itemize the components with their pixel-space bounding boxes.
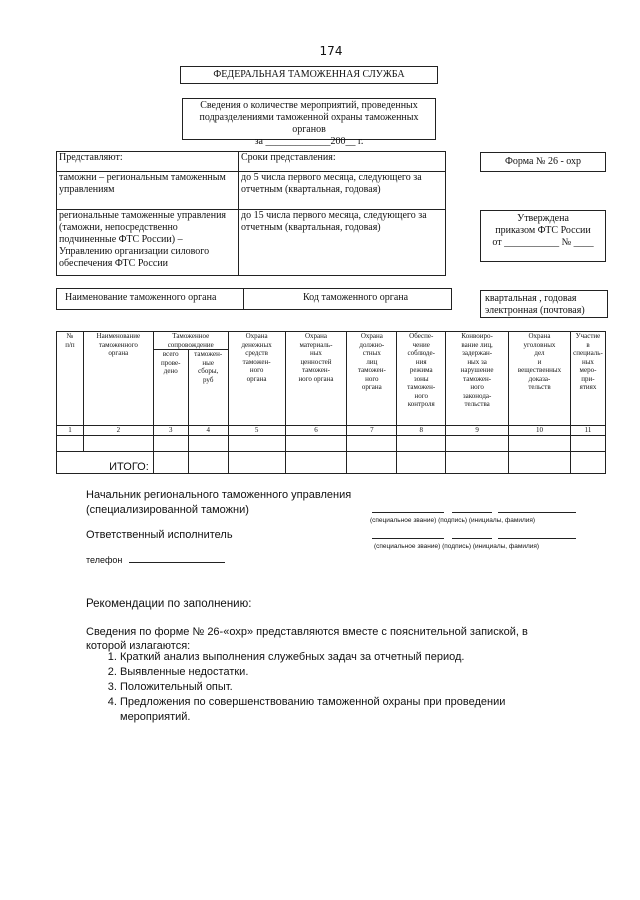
col-header-officials: Охрана должно- стных лиц таможен- ного органа: [347, 332, 397, 426]
col-header-valuables: Охрана материаль- ных ценностей таможен- ного органа: [285, 332, 347, 426]
caption-name: (инициалы, фамилия): [468, 517, 536, 524]
col-number: 11: [570, 426, 605, 436]
head-signature-label: Начальник регионального таможенного управления (специализированной таможни): [86, 489, 352, 516]
report-title-box: [182, 98, 436, 147]
total-label: ИТОГО:: [57, 452, 154, 474]
approval-line-1: Утверждена: [517, 213, 569, 224]
col-header-convoy: Конвоиро- вание лиц, задержан- ных за нарушение таможен- ного законода- тельства: [446, 332, 509, 426]
phone-label: телефон: [86, 555, 123, 565]
col-number: 7: [347, 426, 397, 436]
recommendations-list: [102, 650, 570, 725]
caption-sign: (подпись): [442, 543, 472, 550]
deadline-regional: до 15 числа первого месяца, следующего за отчетным (квартальная, годовая): [239, 210, 446, 276]
authority-divider: [243, 289, 244, 309]
form-number: Форма № 26 - охр: [504, 156, 582, 167]
col-number: 2: [83, 426, 153, 436]
caption-rank: (специальное звание): [374, 543, 441, 550]
col-header-control-zone: Обеспе- чение соблюде- ния режима зоны таможен- ного контроля: [397, 332, 446, 426]
list-item: 2. Выявленные недостатки.: [120, 665, 570, 680]
head-signature-captions: [370, 517, 535, 525]
col-number: 3: [153, 426, 188, 436]
submitters-table: [56, 151, 446, 276]
col-number: 6: [285, 426, 347, 436]
deadline-customs: до 5 числа первого месяца, следующего за отчетным (квартальная, годовая): [239, 172, 446, 210]
periodicity-box: квартальная , годовая электронная (почтовая): [480, 290, 608, 318]
col-header-authority: Наименование таможенного органа: [83, 332, 153, 426]
recommendations-title: Рекомендации по заполнению:: [86, 598, 252, 610]
service-title: ФЕДЕРАЛЬНАЯ ТАМОЖЕННАЯ СЛУЖБА: [213, 69, 405, 80]
table-row: [57, 436, 606, 452]
col-number: 4: [188, 426, 228, 436]
col-number: 10: [509, 426, 571, 436]
column-number-row: [57, 426, 606, 436]
report-period: за _____________200__ г.: [254, 136, 364, 147]
phone-line: [129, 562, 225, 563]
approval-line-2: приказом ФТС России: [495, 225, 591, 236]
caption-sign: (подпись): [438, 517, 468, 524]
col-number: 1: [57, 426, 84, 436]
main-table: [56, 331, 606, 474]
authority-code-label: Код таможенного органа: [303, 292, 409, 303]
phone-row: [86, 554, 225, 566]
col-number: 5: [228, 426, 285, 436]
approval-box: [480, 210, 606, 262]
executor-label: Ответственный исполнитель: [86, 529, 233, 541]
submitter-customs: таможни – региональным таможенным управлениям: [57, 172, 239, 210]
list-item: 3. Положительный опыт.: [120, 680, 570, 695]
col-header-escort: Таможенное сопровождение: [153, 332, 228, 350]
submitters-header: Представляют:: [57, 152, 239, 172]
list-item: 1. Краткий анализ выполнения служебных задач за отчетный период.: [120, 650, 570, 665]
authority-name-label: Наименование таможенного органа: [65, 292, 217, 303]
list-item: 4. Предложения по совершенствованию таможенной охраны при проведении мероприятий.: [120, 695, 570, 725]
subheader-total: всего прове- дено: [153, 350, 188, 426]
col-number: 9: [446, 426, 509, 436]
approval-line-3: от ___________ № ____: [492, 237, 594, 248]
col-number: 8: [397, 426, 446, 436]
executor-signature-captions: [374, 543, 539, 551]
authority-box: [56, 288, 452, 310]
caption-name: (инициалы, фамилия): [472, 543, 540, 550]
deadlines-header: Сроки представления:: [239, 152, 446, 172]
col-header-special-ops: Участие в специаль- ных меро-при- ятиях: [570, 332, 605, 426]
report-title: Сведения о количестве мероприятий, проведенных подразделениями таможенной охраны таможенных органов: [199, 100, 419, 135]
service-title-box: [180, 66, 438, 84]
page-number: 174: [319, 44, 343, 58]
form-number-box: [480, 152, 606, 172]
col-header-number: № п/п: [57, 332, 84, 426]
total-row: [57, 452, 606, 474]
caption-rank: (специальное звание): [370, 517, 437, 524]
col-header-evidence: Охрана уголовных дел и вещественных доказа- тельств: [509, 332, 571, 426]
col-header-cash: Охрана денежных средств таможен- ного органа: [228, 332, 285, 426]
submitter-regional: региональные таможенные управления (таможни, непосредственно подчиненные ФТС России) – Управлению организации силового обеспечения ФТС России: [57, 210, 239, 276]
subheader-fees: таможен- ные сборы, руб: [188, 350, 228, 426]
recommendations-intro: Сведения по форме № 26-«охр» представляются вместе с пояснительной запиской, в которой излагаются:: [86, 626, 528, 652]
